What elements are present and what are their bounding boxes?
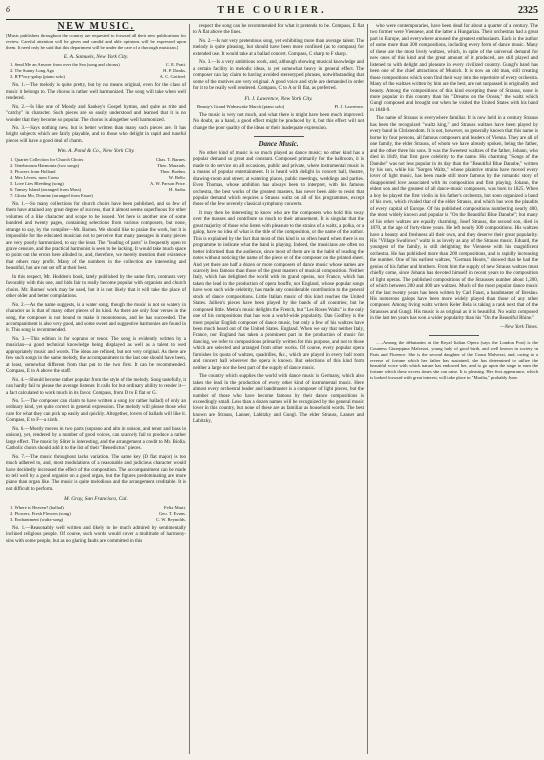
list-item <box>6 74 186 80</box>
review-paragraph: No. 2.—Is not very pretentious song, yet exhibiting more than average talent. The melody is quite pleasing, but should have been more confined (as to compass) for extended use. It would take at a ballad concert. Compass, C sharp to F sharp. <box>193 38 364 57</box>
publisher-heading: E. A. Samuels, New York City. <box>63 53 129 60</box>
piece-author: A. W. Parson Price. <box>150 180 186 186</box>
piece-title: 4. Mes Lèvres, mon Coeur <box>10 174 59 180</box>
page-number: 2325 <box>518 5 538 16</box>
piece-author: Fl. J. Lawrence. <box>334 103 364 109</box>
piece-author: Theo. Marzials. <box>157 162 186 168</box>
separator-rule <box>254 136 304 137</box>
review-list <box>6 157 186 199</box>
piece-title: 7. Gloria Mo, Domine (arranged from Faure) <box>10 192 93 198</box>
review-paragraph: No. 3.—This edition is for soprano or tenor. The song is evidently written by a musician—a good technical knowledge being displayed as well as a talent to wed appropriately music and words. The ideas are refined, but not very original. As there are few such songs in the same melody, the accompaniment to the last one should have been, at least, somewhat different from that put to the two first. It can be recommended. Compass, E to A above the staff. <box>6 336 186 375</box>
piece-title: 1. Quartet Collection for Church Choirs <box>10 156 84 162</box>
header-rule <box>6 19 538 20</box>
list-item <box>6 517 186 523</box>
review-list <box>6 505 186 523</box>
review-paragraph: No. 2.—Is like one of Moody and Sankey's Gospel hymns, and quite as trite and "catchy" in character. Such pieces are so easily understood and learned that it is no wonder that they become so popular. The chorus is altogether well harmonized. <box>6 104 186 123</box>
column-3 <box>370 24 538 754</box>
review-paragraph: No. 7.—The music throughout lacks variation. The same key (D flat major) is too much adhered to, and, most modulations of a reasonable and judicious character would have decidedly increased the effect of the composition. The accompaniment can be made to tell well by a good organist on a good organ, but the figures predominating are more piano than organ like. The music is quite melodious and the arrangement creditable. It is not difficult to perform. <box>6 454 186 492</box>
article-paragraph: No other kind of music is so much played as dance music; no other kind has a popular demand so great and constant. Composed primarily for the ballroom, it is made to do service on all occasions, public and private, where instrumental music is a means of popular entertainment. It is heard with delight in concert hall, theatre, drawing-room and street; at watering places, public meetings, weddings and parties. Even Thomas, whose ambition has always been to interpret, with his famous orchestra, the best works of the greatest masters, has never been able to resist that popular demand which requires a Strauss waltz on all of his programmes, except those of the few severely classical symphony concerts. <box>193 150 364 208</box>
intro-note: [Music publishers throughout the country are requested to forward all their new publications for review. Careful attention will be given and candid and able opinions will be expressed upon them. It need only be said that this department will be under the care of a thorough musician.] <box>6 33 186 51</box>
review-list <box>6 62 186 80</box>
review-paragraph: In this respect, Mr. Hodden's book, lately published by the same firm, contrasts very favorably with this one, and bids fair to really become popular with organists and church choirs. Mr. Barnes' work may be used, but it is not likely that it will take the place of other older and better compilations. <box>6 274 186 300</box>
list-item <box>193 104 364 110</box>
review-paragraph: No. 4.—Should become rather popular from the style of the melody. Song tastefully, it can hardly fail to please the average listener. It calls for but ordinary ability to render it—a fact calculated to work much in its favor. Compass, from D to E flat or G. <box>6 377 186 396</box>
piece-title: 5. Love Lies Bleeding (song) <box>10 180 64 186</box>
section-title: NEW MUSIC. <box>57 21 135 32</box>
review-paragraph: No. 2.—As the name suggests, is a water song, though the music is not so watery in character as is that of many other pieces of its kind. As there are only four verses in the song, the composer is not bound to make it monotonous, and he has succeeded. The accompaniment is also very good, and some sweet and suggestive harmonies are found in it. This song is recommended. <box>6 302 186 334</box>
publisher-heading: Fl. J. Lawrence, New York City. <box>244 95 313 102</box>
piece-title: 1. Where is Heaven? (ballad) <box>10 504 64 510</box>
article-paragraph: It may then be interesting to know who are the composers who hold this sway over the masses and contribute so much to their amusement. It is singular that the great majority of those who listen with pleasure to the strains of a waltz, a polka, or a galop, have no idea of what is the title of the composition, or the name of the author. This is explained by the fact that most of this kind is so often heard when there is no programme to indicate what the band is playing. Indeed, the musicians are often no better informed than the audience, since most of them are in the habit of reading the notes without noticing the name of the piece or of the composer on the printed sheet. And yet there are half a dozen or more composers of dance music whose names are scarcely less famous than those of the great masters of musical composition. Neither Italy, which has delighted the world with its grand operas, nor France, which has taken the lead in the production of opera bouffe, nor England, whose popular songs have won such wide celebrity, has made any considerable contribution to the general stock of dance compositions. Little Italian music of this kind reaches the United States. Jullien's pieces have been played by the bands of all countries; but he composed little. Metra's music delights the French, but "Les Roses Waltz" is the only one of his compositions that has won a world-wide popularity. Dan Godfrey is the most popular English composer of dance music, but only a few of his waltzes have been much heard out of the United States. England. When we say that neither Italy, France, nor England has taken a prominent part in the production of music for dancing, we refer to compositions primarily written for this purpose, and not to those which are selected and arranged from other works. Of course, every popular opera furnishes its quota of waltzes, quadrilles, &c., which are played in every ball room and concert hall wherever the opera is known. But selections of this kind form neither a large nor the best part of the supply of dance music. <box>193 210 364 371</box>
piece-author: H. Sadia. <box>169 186 186 192</box>
publisher-heading: Wm. A. Pond & Co., New York City. <box>57 148 135 155</box>
review-paragraph: No. 1.—Reasonably well written and likely to be much admired by sentimentally inclined religious people. Of course, such words would cover a multitude of harmony-sins with some people, but as no glaring faults are committed in this <box>6 525 186 544</box>
piece-author: C. W. Reynolds. <box>156 516 186 522</box>
piece-author: C. E. Pratt. <box>165 62 186 68</box>
piece-title: 2. The Sunny Long Ago <box>10 68 55 74</box>
piece-title: 2. Tenebrorum Harmonia (two songs) <box>10 162 80 168</box>
header-prefix: 6 <box>6 5 10 14</box>
news-item: ......Among the débutantes at the Royal Italian Opera (says the London Post) is the Countess Giuseppina Malvezzi, young lady of good birth, and well known in society in Paris and Florence. She is the second daughter of the Count Malvezzi, and, owing to a reverse of fortune which her father has sustained, she has determined to utilize the beautiful voice with which nature has endowed her, and to go upon the stage to earn the fortune which these excess times she can raise. It is pleasing. Her first appearance, which is looked forward with great interest, will take place in "Martha," probably June. <box>370 340 538 381</box>
review-paragraph: respect the song can be recommended for what it pretends to be. Compass, E flat to A flat above the lines. <box>193 24 364 36</box>
column-1 <box>6 21 186 754</box>
publisher-heading: M. Gray, San Francisco, Cal. <box>64 496 128 503</box>
review-paragraph: No. 5.—The composer can claim to have written a song (or rather ballad) of only an ordinary kind, yet quite correct in general expression. The melody will please those who care for what they can pick up easily and quickly. Altogether, lovers of ballads will like it. Compass, E to F—a sixth. <box>6 398 186 424</box>
piece-title: 1. Send Me an Answer from over the Sea (song and chorus) <box>10 62 120 68</box>
review-paragraph: No. 1.—The melody is quite pretty, but by no means original, even for the class of music it belongs to. The chorus is rather well harmonized. The song will take when well rendered. <box>6 83 186 102</box>
masthead: THE COURIER. <box>217 5 327 16</box>
piece-author: A. C. Gotfred. <box>159 74 186 80</box>
piece-title: 3. R'F*ncy-galop (piano solo) <box>10 74 65 80</box>
piece-title: 2. Flowers, Fresh Flowers (song) <box>10 510 71 516</box>
list-item <box>6 193 186 199</box>
column-divider <box>367 24 368 754</box>
piece-author: Theo. Boehm. <box>159 168 186 174</box>
article-title: Dance Music. <box>258 140 299 149</box>
review-paragraph: No. 1.—So many collections for church choirs have been published, and so few of them have attained any great degree of success, that it almost seems superfluous for other volumes of a like character and scope to be issued. Yet here is another one of some hundred and twenty pages, containing selections from various composers, but none, strange to say, by the compiler—Mr. Barnes. We should like to praise the work, but it is impossible for the educated musician not to perceive that many passages in many pieces are very poorly harmonized, to say the least. The "leading of parts" is frequently open to grave censure, and the practical harmonist is seen to be lacking. It would take much space to point out the errors here alluded to, and, therefore, we merely mention their existence that others may profit. Many of the numbers in the collection are interesting and beautiful, but are not set off at their best. <box>6 201 186 272</box>
review-list <box>193 104 364 110</box>
article-paragraph: The country which supplies the world with dance music is Germany, which also takes the lead in the production of every other kind of instrumental music. Here almost every orchestral leader and bandmaster is a composer of light pieces, but the number of those who have become famous by their dance compositions is exceedingly small. Less than a dozen names will be recognized by the general music lover in this country, but none of these are as familiar as household words. The best known are Strauss, Lanner, Labitzky and Gungl. The elder Strauss, Lanner and Labitzky, <box>193 374 364 425</box>
review-paragraph: No. 3.—Says nothing new, but is better written than many such pieces are. It has bright subjects which are fairly playable, and to those who delight in rapid and tuneful pieces will have a good deal of charm. <box>6 126 186 144</box>
piece-author: H. P. Danks. <box>163 68 186 74</box>
column-2 <box>193 24 364 754</box>
article-paragraph: who were contemporaries, have been dead for about a quarter of a century. The two former were Viennese, and the latter a Hungarian. Their orchestras had a great part in Europe, and everywhere aroused the greatest enthusiasm. Each is the author of some more than 300 compositions, including every form of dance music. Many of these are the most lively waltzes, which, in spite of the universal demand for new ones of this kind and the great amount of it produced, are still played and listened to with delight and pleasure in every civilized country. Gungl's band has been one of the chief attractions of Munich. It is now an old man, still creating those compositions which soon find their way into the repertoire of every orchestra. Many of the waltzes written by him are the best, are not surpassed in originality and beauty. Among the compositions of this kind excepting those of Strauss, none is more popular in this country than his "Dreams on the Ocean," the waltz which Gungl composed and brought out when he visited the United States with his band in 1848-9. <box>370 24 539 113</box>
separator-rule <box>429 335 479 336</box>
review-paragraph: No. 6.—Mostly moves in two parts (soprano and alto in unison, and tenor and bass in unison), yet, rendered by a number of good voices, can scarcely fail to produce a rather large effect. The music by Sliter is interesting, and the arrangement a credit to Mr. Biolla. Catholic choirs should add it to the list of their "Benedictus" pieces. <box>6 426 186 452</box>
piece-title: 6. Tansey Island (arranged from Mass) <box>10 186 82 192</box>
piece-title: 3. Enchantment (waltz-song) <box>10 516 64 522</box>
piece-title: 3. Flowers from Holland <box>10 168 56 174</box>
review-paragraph: The music is very not much, and what there is might have been much improved. No doubt, as a band, a good effect might be produced by it, but this effect will not change the poor quality of the ideas or their inadequate expression. <box>193 112 364 131</box>
column-divider <box>189 24 190 754</box>
piece-author: Geo. T. Evans. <box>158 510 186 516</box>
piece-title: Beauty's Grand Wideawake March (piano solo) <box>197 103 285 109</box>
piece-author: Chas. T. Barnes. <box>155 156 186 162</box>
review-paragraph: No. 3.—Is a very ambitious work, and, although showing musical knowledge and a certain facility in melodic ideas, is yet somewhat heavy in general effect. The composer can lay claim to having avoided stereotyped phrases, notwithstanding that some of the motives are very original. A good voice and style are demanded in order for it to be really well rendered. Compass, C to A or B flat, as preferred. <box>193 60 364 92</box>
article-paragraph: The name of Strauss is everywhere familiar. It is now held in a century Strauss has been the recognized "waltz king," and Strauss waltzes have been played by every band in Christendom. It is not, however, so generally known that this name is borne by four persons, all famous composers and leaders of Vienna. They are all of one family, the elder Strauss, of whom we have already spoken, being the father, and the other three his sons. It was the Sweetest waltzes of the father, Johann, who died in 1849, that first gave celebrity to the name. His charming "Songs of the Danube" was not less popular in its day than the "Beautiful Blue Danube," written by his son, while his "Sorgen Waltz," whose plaintive strains have moved every lover of light music, has been made still more famous by the romantic story of disappointed love associated with its composition and first playing. Johann, the eldest son and the greatest of all dance-music composers, was born in 1825. When a boy he played the first violin in his father's orchestra, but soon organized a band of his own, which rivaled that of the elder Strauss, and which has won the plaudits of every capital of Europe. Of his published compositions numbering nearly 400, the most widely known and popular is "On the Beautiful Blue Danube"; but many of his other waltzes are equally charming. Josef Strauss, the second son, died in 1870, at the age of forty-three years. He left nearly 300 compositions. His waltzes have a beauty and freshness all their own, and they deserve their great popularity. His "Village Swallows" waltz is as lovely as any of the Strauss music. Eduard, the youngest of the family, is still delighting the Viennese with his magnificent orchestra. He has published more than 200 compositions, and is rapidly increasing the number. One of his earliest waltzes, "German Hearts," showed that he had the genius of his father and brothers. From him the supply of new Strauss waltzes must chiefly come, since Johann has devoted himself in recent years to the composition of light operas. The published compositions of the Strausses number about 1,200, of which between 200 and 400 are waltzes. Much of the most popular dance music of the last twenty years has been written by Carl Faust, a bandmaster of Breslau. His numerous galops have been more widely played than those of any other composer. Among living waltz writers Keler Bela is taking a rank next that of the Strausses and Gungl. His music is as original as it is beautiful. No waltz composed in the last ten years has won a wider popularity than his "On the Beautiful Rhine." <box>370 116 538 322</box>
article-source: —New York Times. <box>500 324 538 330</box>
piece-author: Felix Marti. <box>164 504 186 510</box>
piece-author: W. Bello. <box>168 174 186 180</box>
